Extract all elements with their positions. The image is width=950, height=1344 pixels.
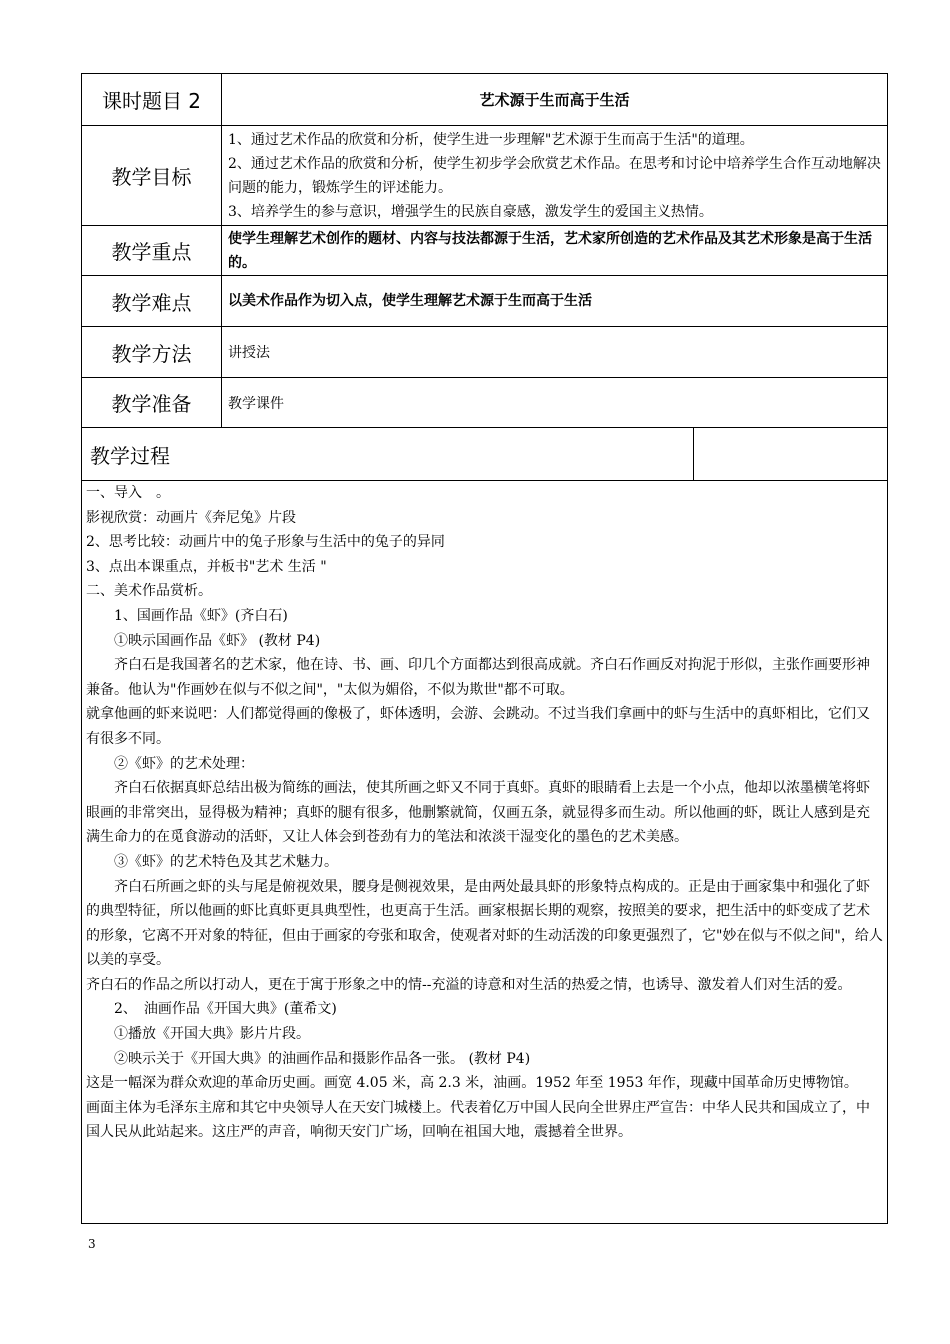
method-label: 教学方法 (82, 327, 222, 378)
process-paragraph: ③《虾》的艺术特色及其艺术魅力。 (114, 853, 338, 870)
goal-item: 1、通过艺术作品的欣赏和分析，使学生进一步理解"艺术源于生而高于生活"的道理。 (228, 131, 754, 148)
process-paragraph: ①播放《开国大典》影片片段。 (114, 1026, 310, 1043)
topic-row (82, 74, 888, 126)
key-row (82, 226, 888, 276)
process-body-row (82, 481, 888, 1224)
process-side-cell (694, 428, 888, 481)
process-header-row (82, 428, 888, 481)
process-paragraphs (82, 481, 887, 1145)
process-paragraph: ②映示关于《开国大典》的油画作品和摄影作品各一张。 (教材 P4) (114, 1050, 531, 1067)
method-row (82, 327, 888, 378)
process-paragraph: 齐白石所画之虾的头与尾是俯视效果，腰身是侧视效果，是由两处最具虾的形象特点构成的。正是由于画家集中和强化了虾的典型特征，所以他画的虾比真虾更具典型性，也更高于生活。画家根据长期的观察，按照美的要求，把生活中的虾变成了艺术的形象，它离不开对象的特征，但由于画家的夸张和取舍，使观者对虾的生动活泼的印象更强烈了，它"妙在似与不似之间"，给人以美的享受。 (86, 878, 883, 969)
process-paragraph: 画面主体为毛泽东主席和其它中央领导人在天安门城楼上。代表着亿万中国人民向全世界庄严宣告：中华人民共和国成立了，中国人民从此站起来。这庄严的声音，响彻天安门广场，回响在祖国大地，震撼着全世界。 (86, 1099, 870, 1141)
prep-row (82, 378, 888, 428)
process-paragraph: 二、美术作品赏析。 (86, 583, 212, 600)
prep-label: 教学准备 (82, 378, 222, 428)
process-paragraph: 齐白石的作品之所以打动人，更在于寓于形象之中的情--充溢的诗意和对生活的热爱之情，也诱导、激发着人们对生活的爱。 (86, 976, 852, 993)
goal-item: 3、培养学生的参与意识，增强学生的民族自豪感，激发学生的爱国主义热情。 (228, 203, 713, 220)
process-label: 教学过程 (82, 428, 694, 481)
process-paragraph: 影视欣赏：动画片《奔尼兔》片段 (86, 509, 296, 526)
difficulty-label: 教学难点 (82, 276, 222, 327)
method-value: 讲授法 (222, 327, 888, 378)
goal-row (82, 126, 888, 226)
goal-value (222, 126, 888, 226)
process-paragraph: 1、国画作品《虾》(齐白石) (114, 607, 288, 624)
process-paragraph: ②《虾》的艺术处理： (114, 755, 254, 772)
prep-value: 教学课件 (222, 378, 888, 428)
process-paragraph: 齐白石依据真虾总结出极为简练的画法，使其所画之虾又不同于真虾。真虾的眼睛看上去是一个小点，他却以浓墨横笔将虾眼画的非常突出，显得极为精神；真虾的腿有很多，他删繁就简，仅画五条，就显得多而生动。所以他画的虾，既让人感到是充满生命力的在觅食游动的活虾，又让人体会到苍劲有力的笔法和浓淡干湿变化的墨色的艺术美感。 (86, 780, 870, 846)
lesson-plan-table (81, 73, 888, 1224)
process-paragraph: 就拿他画的虾来说吧：人们都觉得画的像极了，虾体透明，会游、会跳动。不过当我们拿画中的虾与生活中的真虾相比，它们又有很多不同。 (86, 706, 870, 747)
difficulty-row (82, 276, 888, 327)
topic-value: 艺术源于生而高于生活 (222, 74, 888, 126)
goal-label: 教学目标 (82, 126, 222, 226)
goal-item: 2、通过艺术作品的欣赏和分析，使学生初步学会欣赏艺术作品。在思考和讨论中培养学生合作互动地解决问题的能力，锻炼学生的评述能力。 (228, 155, 881, 196)
key-value: 使学生理解艺术创作的题材、内容与技法都源于生活，艺术家所创造的艺术作品及其艺术形象是高于生活的。 (222, 226, 888, 276)
process-paragraph: ①映示国画作品《虾》 (教材 P4) (114, 632, 321, 649)
process-paragraph: 齐白石是我国著名的艺术家，他在诗、书、画、印几个方面都达到很高成就。齐白石作画反对拘泥于形似，主张作画要形神兼备。他认为"作画妙在似与不似之间"，"太似为媚俗，不似为欺世"都不可取。 (86, 657, 870, 698)
page-number: 3 (88, 1237, 96, 1251)
difficulty-value: 以美术作品作为切入点，使学生理解艺术源于生而高于生活 (222, 276, 888, 327)
key-label: 教学重点 (82, 226, 222, 276)
process-paragraph: 3、点出本课重点，并板书"艺术 生活 " (86, 558, 327, 575)
process-paragraph: 2、思考比较：动画片中的兔子形象与生活中的兔子的异同 (86, 534, 445, 551)
topic-label: 课时题目 2 (82, 74, 222, 126)
process-paragraph: 2、 油画作品《开国大典》(董希文) (114, 1001, 337, 1018)
process-paragraph: 一、导入 。 (86, 485, 170, 501)
process-paragraph: 这是一幅深为群众欢迎的革命历史画。画宽 4.05 米，高 2.3 米，油画。1952 年至 1953 年作，现藏中国革命历史博物馆。 (86, 1075, 858, 1092)
process-body (82, 481, 888, 1224)
